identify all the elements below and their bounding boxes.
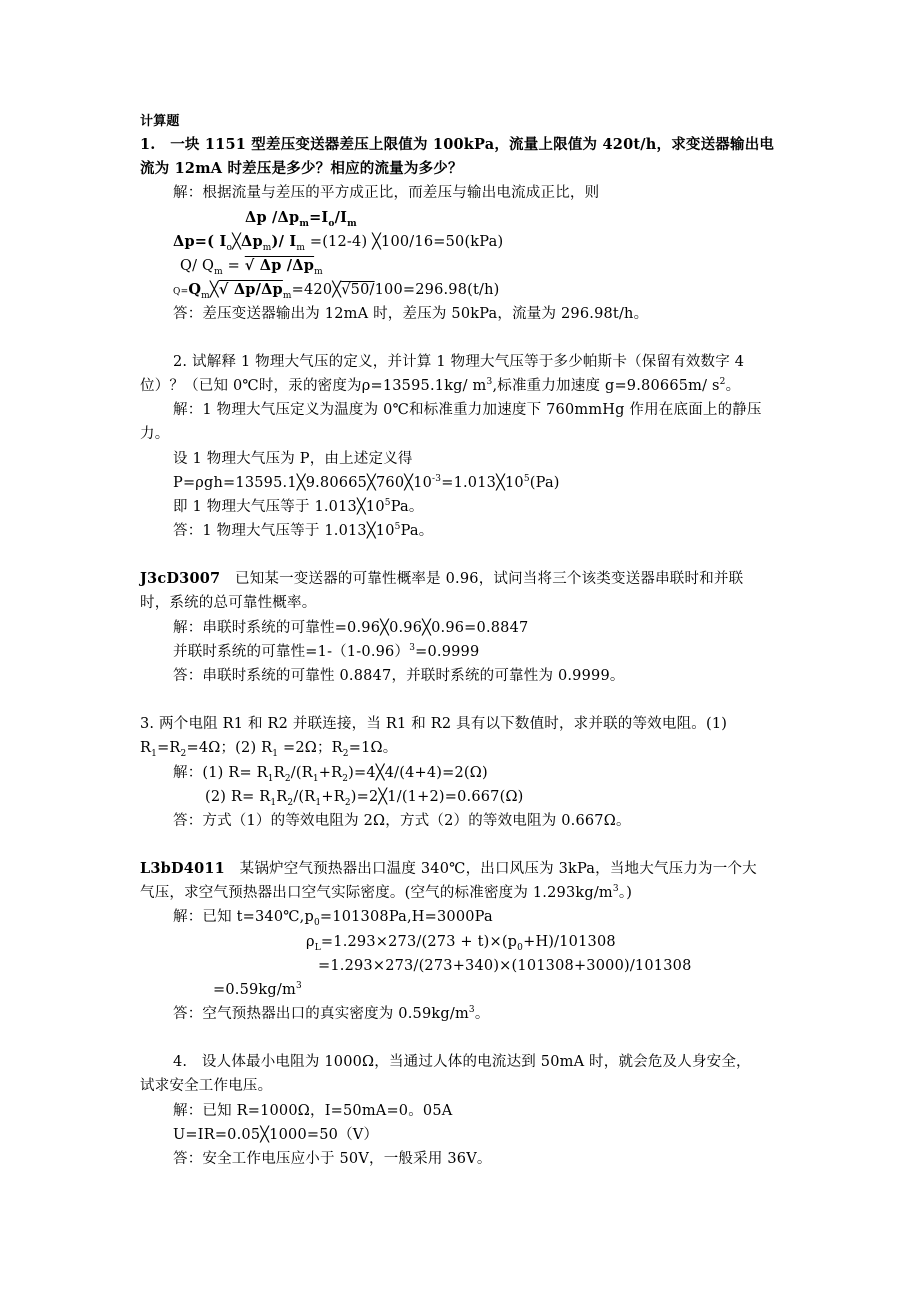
q3-line-2: 时，系统的总可靠性概率。 <box>140 595 317 611</box>
q6-line-2: 试求安全工作电压。 <box>140 1078 273 1094</box>
q3-line-1: J3cD3007 已知某一变送器的可靠性概率是 0.96，试问当将三个该类变送器串联时和并联 <box>140 570 744 587</box>
q4-line-2: $R_1=R_2=4\Omega$；(2) $R_1 =2\Omega$；$R_2=1\Omega$。 <box>140 740 398 759</box>
q3-line-3: 解：串联时系统的可靠性=0.96╳0.96╳0.96=0.8847 <box>173 620 529 636</box>
q5-line-3: 解：已知 $t=340℃,p_0=101308Pa,H=3000Pa$ <box>173 909 493 928</box>
q1-line-2: 流为 12mA 时差压是多少？相应的流量为多少？ <box>140 160 463 177</box>
q4-line-1: 3. 两个电阻 R1 和 R2 并联连接，当 R1 和 R2 具有以下数值时，求并联的等效电阻。(1) <box>140 716 728 732</box>
section-heading: 计算题 <box>140 114 180 129</box>
q2-line-1: 2. 试解释 1 物理大气压的定义，并计算 1 物理大气压等于多少帕斯卡（保留有效数字 4 <box>173 354 745 370</box>
q2-line-3: 解：1 物理大气压定义为温度为 0℃和标准重力加速度下 760mmHg 作用在底面上的静压 <box>173 402 762 418</box>
q1-formula-2: Δp=( $I_o╳\Delta p_m)/$ $I_m =(12-4)$ ╳100/16=50(kPa) <box>173 233 504 253</box>
q3-line-4: 并联时系统的可靠性$=1-(1-0.96)^3=0.9999$ <box>173 643 480 660</box>
q1-line-3: 解：根据流量与差压的平方成正比，而差压与输出电流成正比，则 <box>173 185 600 201</box>
q4-answer: 答：方式（1）的等效电阻为 2Ω，方式（2）的等效电阻为 0.667Ω。 <box>173 813 631 829</box>
q6-line-4: U=IR=0.05╳1000=50（V） <box>173 1127 379 1143</box>
q5-line-1: L3bD4011 某锅炉空气预热器出口温度 340℃，出口风压为 3kPa，当地大气压力为一个大 <box>140 860 757 877</box>
q1-formula-3: Q/ $Q_m$ = √ Δp $/\Delta p_m$ <box>180 257 323 277</box>
q5-line-2: 气压，求空气预热器出口空气实际密度。(空气的标准密度为 $1.293kg/m^3$。) <box>140 884 633 901</box>
q5-line-5: =1.293×273/(273+340)×(101308+3000)/101308 <box>318 958 692 974</box>
q4-line-4: (2) $R= R_1R_2/(R_1+R_2)=2╳1/(1+2)=0.667(\Omega)$ <box>205 789 524 808</box>
q1-formula-4: $Q=Q_m╳√$ $\Delta p/\Delta p_m=420╳√50/100=296.98(t/h)$ <box>173 281 500 301</box>
q5-line-6: $=0.59kg/m^3$ <box>213 981 302 998</box>
q2-line-7: 即 1 物理大气压等于 $1.013╳10^5Pa$。 <box>173 498 424 515</box>
q5-answer: 答：空气预热器出口的真实密度为 $0.59kg/m^3$。 <box>173 1005 490 1022</box>
q2-line-6: $P=\rho gh=13595.1╳9.80665╳760╳10^{-3}=1.013╳10^5(Pa)$ <box>173 474 560 491</box>
q2-answer: 答：1 物理大气压等于 $1.013╳10^5Pa$。 <box>173 522 434 539</box>
q6-line-3: 解：已知 R=1000Ω，I=50mA=0。05A <box>173 1103 453 1119</box>
q6-answer: 答：安全工作电压应小于 50V，一般采用 36V。 <box>173 1151 492 1167</box>
q1-formula-1: Δp $/\Delta p_m=I_o/I_m$ <box>245 209 357 229</box>
q2-line-2: 位）？（已知 0℃时，汞的密度为ρ=13595.1kg/ $m^3$,标准重力加速度 g=9.80665m/ $s^2$。 <box>140 377 741 394</box>
q3-answer: 答：串联时系统的可靠性 0.8847，并联时系统的可靠性为 0.9999。 <box>173 668 625 684</box>
q6-line-1: 4. 设人体最小电阻为 1000Ω，当通过人体的电流达到 50mA 时，就会危及人身安全， <box>173 1054 751 1070</box>
q5-line-4: $\rho_L=1.293\times 273/(273 + t)\times(p_0+H)/101308$ <box>306 934 616 953</box>
q4-line-3: 解：(1) $R= R_1R_2/(R_1+R_2)=4╳4/(4+4)=2(\Omega)$ <box>173 765 488 784</box>
q1-line-1: 1. 一块 1151 型差压变送器差压上限值为 100kPa，流量上限值为 420t/h，求变送器输出电 <box>140 136 775 153</box>
q1-answer: 答：差压变送器输出为 12mA 时，差压为 50kPa，流量为 296.98t/h。 <box>173 306 649 322</box>
q2-line-4: 力。 <box>140 426 170 442</box>
q2-line-5: 设 1 物理大气压为 P，由上述定义得 <box>173 451 413 467</box>
